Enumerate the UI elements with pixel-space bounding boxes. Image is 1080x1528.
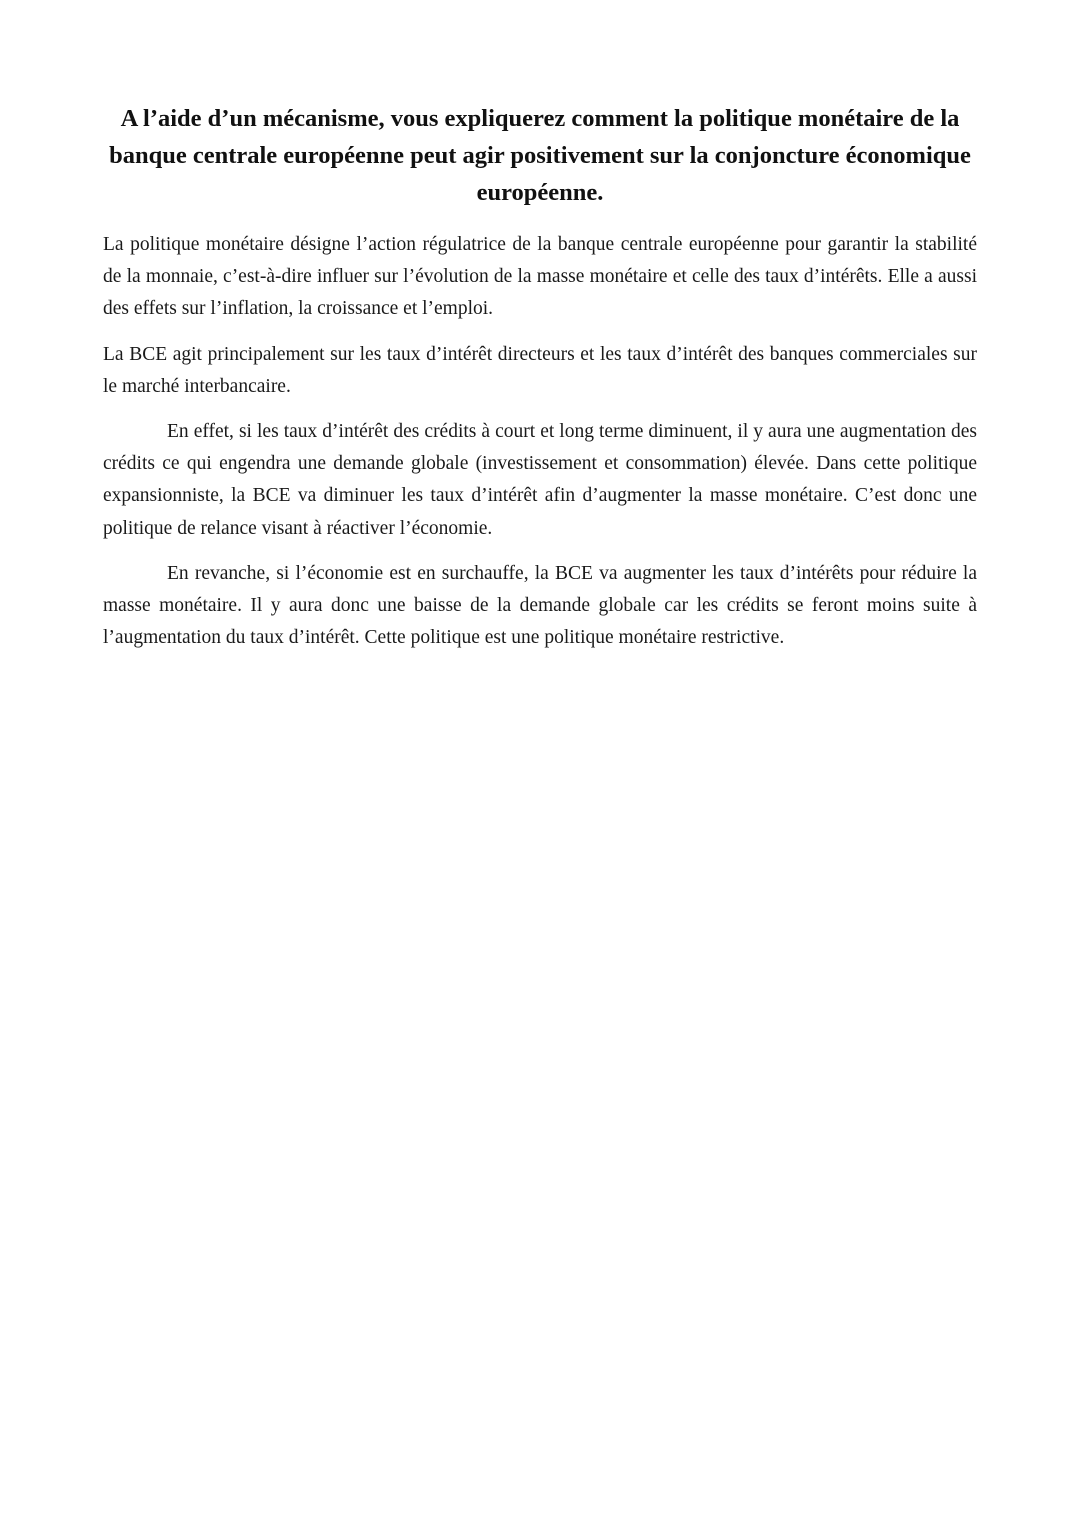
document-page bbox=[103, 100, 977, 667]
paragraph-bce-action: La BCE agit principalement sur les taux d’intérêt directeurs et les taux d’intérêt des banques commerciales sur le marché interbancaire. bbox=[103, 343, 977, 397]
paragraph-restrictive-policy: En revanche, si l’économie est en surchauffe, la BCE va augmenter les taux d’intérêts pour réduire la masse monétaire. Il y aura donc une baisse de la demande globale car les crédits se feront moins suite à l’augmentation du taux d’intérêt. Cette politique est une politique monétaire restrictive. bbox=[103, 562, 977, 649]
paragraph-definition: La politique monétaire désigne l’action régulatrice de la banque centrale européenne pour garantir la stabilité de la monnaie, c’est-à-dire influer sur l’évolution de la masse monétaire et celle des taux d’intérêts. Elle a aussi des effets sur l’inflation, la croissance et l’emploi. bbox=[103, 234, 977, 320]
paragraph-expansionary-policy: En effet, si les taux d’intérêt des crédits à court et long terme diminuent, il y aura une augmentation des crédits ce qui engendra une demande globale (investissement et consommation) élevée. Dans cette politique expansionniste, la BCE va diminuer les taux d’intérêt afin d’augmenter la masse monétaire. C’est donc une politique de relance visant à réactiver l’économie. bbox=[103, 421, 977, 539]
document-title: A l’aide d’un mécanisme, vous expliquerez comment la politique monétaire de la banque centrale européenne peut agir positivement sur la conjoncture économique européenne. bbox=[109, 105, 971, 206]
